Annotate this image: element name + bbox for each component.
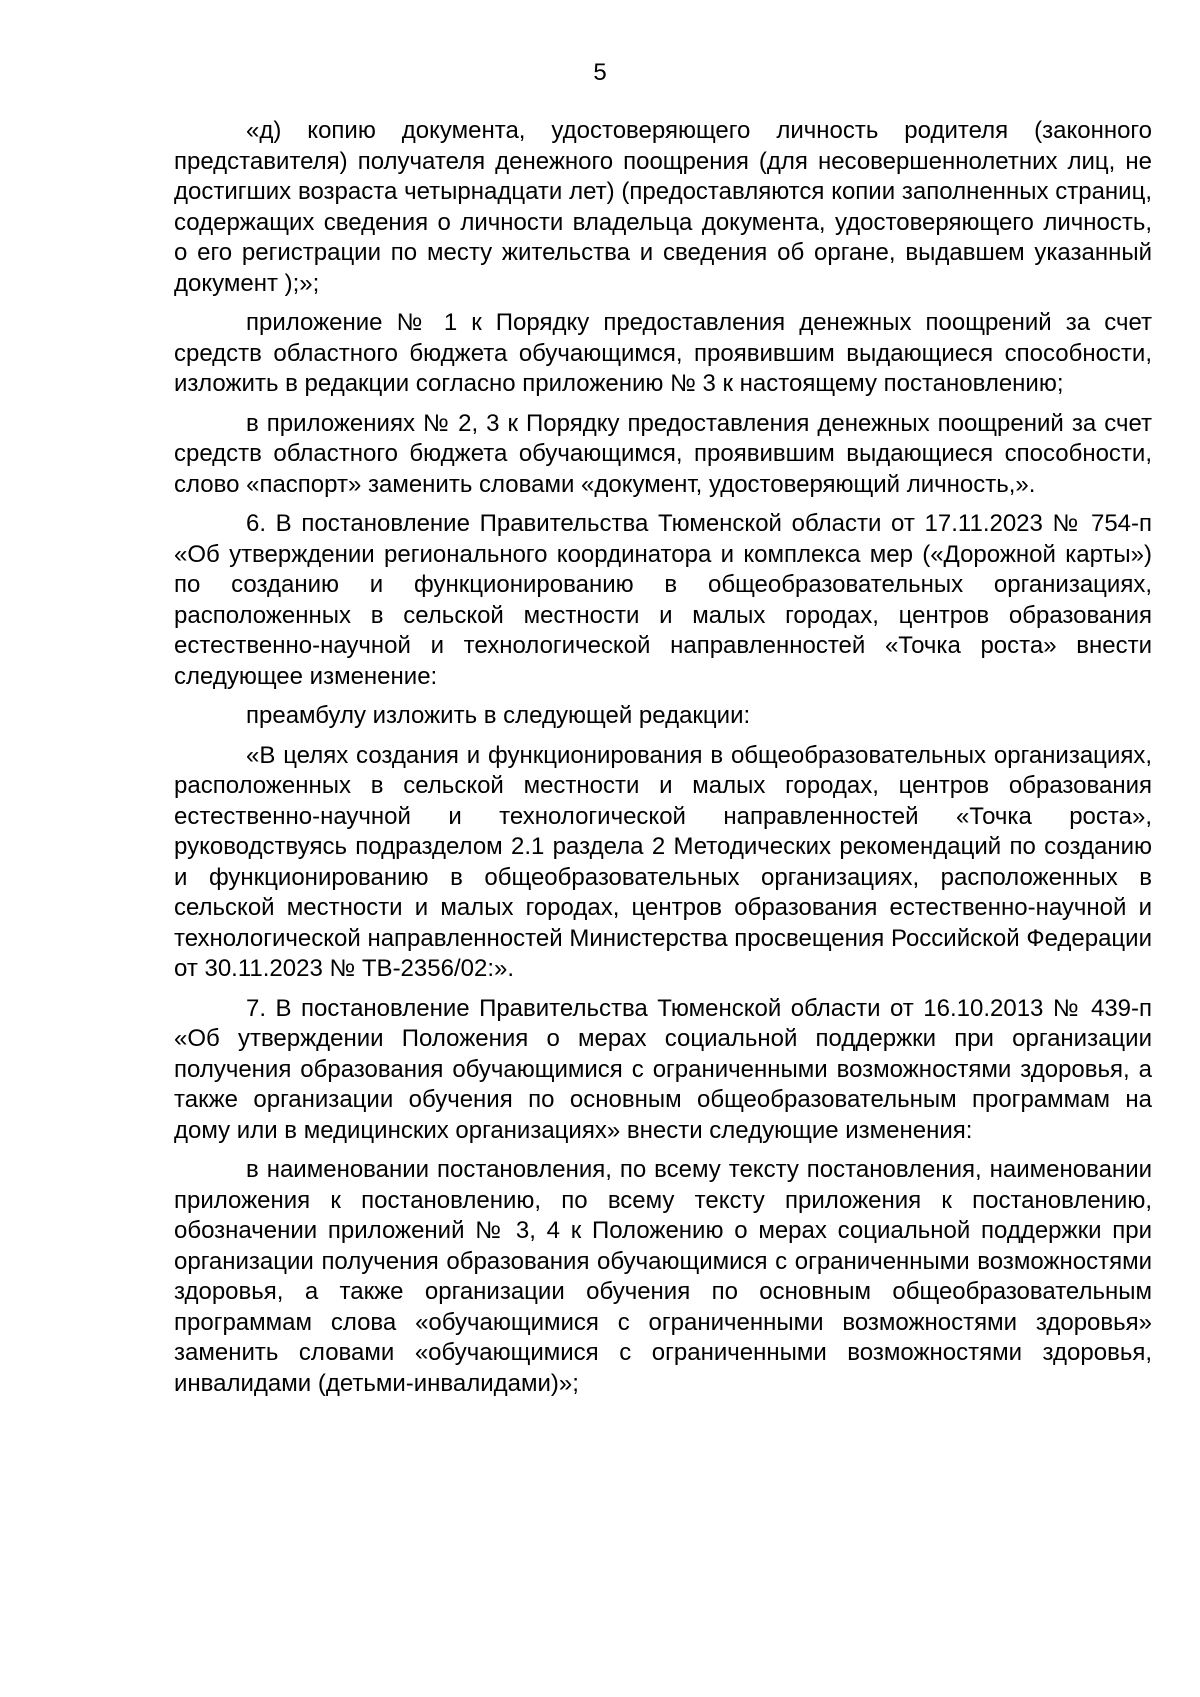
document-body (174, 116, 1152, 1408)
paragraph-appendix-1: приложение № 1 к Порядку предоставления денежных поощрений за счет средств областного бюджета обучающимся, проявившим выдающиеся способности, изложить в редакции согласно приложению № 3 к настоящему постановлению; (174, 309, 1152, 397)
paragraph-preamble-instruction: преамбулу изложить в следующей редакции: (246, 702, 751, 729)
paragraph-section-7: 7. В постановление Правительства Тюменской области от 16.10.2013 № 439-п «Об утверждении Положения о мерах социальной поддержки при организации получения образования обучающимися с ограниченными возможностями здоровья, а также организации обучения по основным общеобразовательным программам на дому или в медицинских организациях» внести следующие изменения: (174, 994, 1152, 1144)
page-number: 5 (593, 59, 607, 86)
paragraph-section-6: 6. В постановление Правительства Тюменской области от 17.11.2023 № 754-п «Об утверждении регионального координатора и комплекса мер («Дорожной карты») по созданию и функционированию в общеобразовательных организациях, расположенных в сельской местности и малых городах, центров образования естественно-научной и технологической направленностей «Точка роста» внести следующее изменение: (174, 510, 1152, 690)
paragraph-title-replacement: в наименовании постановления, по всему тексту постановления, наименовании приложения к постановлению, по всему тексту приложения к постановлению, обозначении приложений № 3, 4 к Положению о мерах социальной поддержки при организации получения образования обучающимися с ограниченными возможностями здоровья, а также организации обучения по основным общеобразовательным программам слова «обучающимися с ограниченными возможностями здоровья» заменить словами «обучающимися с ограниченными возможностями здоровья, инвалидами (детьми-инвалидами)»; (174, 1156, 1152, 1397)
paragraph-appendices-2-3: в приложениях № 2, 3 к Порядку предоставления денежных поощрений за счет средств областного бюджета обучающимся, проявившим выдающиеся способности, слово «паспорт» заменить словами «документ, удостоверяющий личность,». (174, 409, 1152, 498)
paragraph-preamble-text: «В целях создания и функционирования в общеобразовательных организациях, расположенных в сельской местности и малых городах, центров образования естественно-научной и технологической направленностей «Точка роста», руководствуясь подразделом 2.1 раздела 2 Методических рекомендаций по созданию и функционированию в общеобразовательных организациях, расположенных в сельской местности и малых городах, центров образования естественно-научной и технологической направленностей Министерства просвещения Российской Федерации от 30.11.2023 № ТВ-2356/02:». (174, 741, 1152, 982)
paragraph-item-d-passport-copy: «д) копию документа, удостоверяющего личность родителя (законного представителя) получателя денежного поощрения (для несовершеннолетних лиц, не достигших возраста четырнадцати лет) (предоставляются копии заполненных страниц, содержащих сведения о личности владельца документа, удостоверяющего личность, о его регистрации по месту жительства и сведения об органе, выдавшем указанный документ );»; (174, 117, 1152, 297)
